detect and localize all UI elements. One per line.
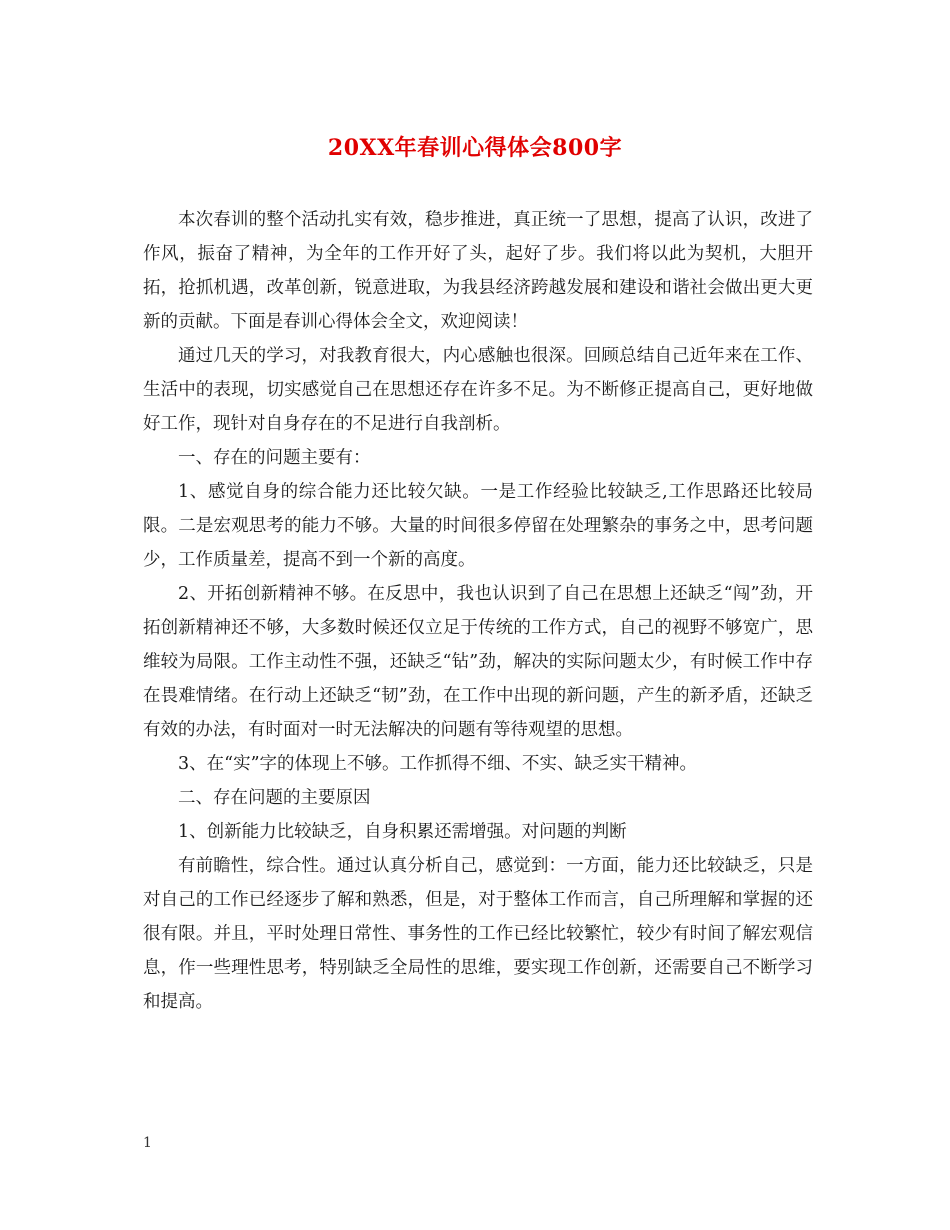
page-number: 1 [143,1135,152,1151]
paragraph-reflection: 通过几天的学习，对我教育很大，内心感触也很深。回顾总结自己近年来在工作、生活中的表现，切实感觉自己在思想还存在许多不足。为不断修正提高自己，更好地做好工作，现针对自身存在的不足进行自我剖析。 [143,346,813,434]
paragraph-problem-2: 2、开拓创新精神不够。在反思中，我也认识到了自己在思想上还缺乏“闯”劲，开拓创新精神还不够，大多数时候还仅立足于传统的工作方式，自己的视野不够宽广，思维较为局限。工作主动性不强，还缺乏“钻”劲，解决的实际问题太少，有时候工作中存在畏难情绪。在行动上还缺乏“韧”劲，在工作中出现的新问题，产生的新矛盾，还缺乏有效的办法，有时面对一时无法解决的问题有等待观望的思想。 [143,584,813,740]
document-body [143,203,813,1019]
paragraph-intro: 本次春训的整个活动扎实有效，稳步推进，真正统一了思想，提高了认识，改进了作风，振奋了精神，为全年的工作开好了头，起好了步。我们将以此为契机，大胆开拓，抢抓机遇，改革创新，锐意进取，为我县经济跨越发展和建设和谐社会做出更大更新的贡献。下面是春训心得体会全文，欢迎阅读！ [143,210,813,332]
section-heading-causes: 二、存在问题的主要原因 [178,788,371,808]
paragraph-problem-3: 3、在“实”字的体现上不够。工作抓得不细、不实、缺乏实干精神。 [178,754,698,774]
document-title: 20XX年春训心得体会800字 [327,135,623,161]
section-heading-problems: 一、存在的问题主要有： [178,448,371,468]
paragraph-problem-1: 1、感觉自身的综合能力还比较欠缺。一是工作经验比较缺乏,工作思路还比较局限。二是宏观思考的能力不够。大量的时间很多停留在处理繁杂的事务之中，思考问题少，工作质量差，提高不到一个新的高度。 [143,482,813,570]
paragraph-cause-1: 1、创新能力比较缺乏，自身积累还需增强。对问题的判断 [178,822,627,842]
paragraph-cause-1-continued: 有前瞻性，综合性。通过认真分析自己，感觉到：一方面，能力还比较缺乏，只是对自己的工作已经逐步了解和熟悉，但是，对于整体工作而言，自己所理解和掌握的还很有限。并且，平时处理日常性、事务性的工作已经比较繁忙，较少有时间了解宏观信息，作一些理性思考，特别缺乏全局性的思维，要实现工作创新，还需要自己不断学习和提高。 [143,856,813,1012]
